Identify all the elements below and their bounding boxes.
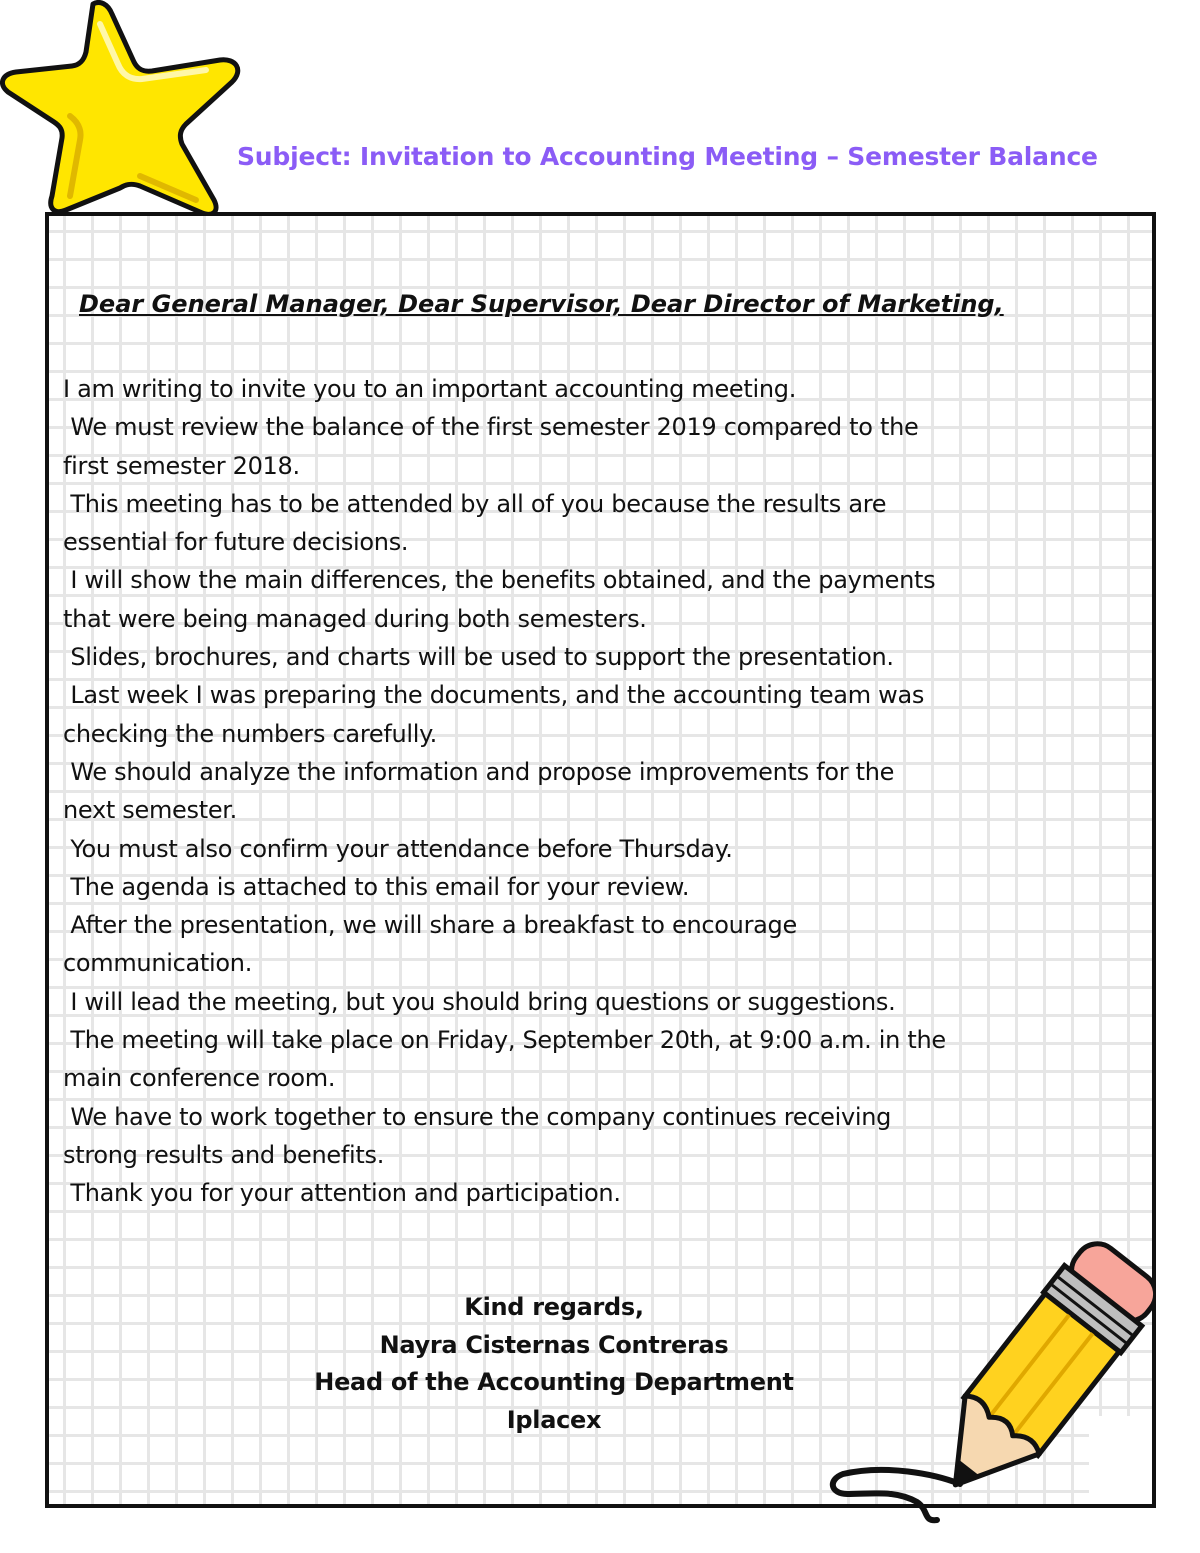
body-line: I am writing to invite you to an important accounting meeting.: [63, 375, 797, 403]
signer-name: Nayra Cisternas Contreras: [379, 1330, 729, 1359]
subject-line: Subject: Invitation to Accounting Meeting – Semester Balance: [237, 142, 1098, 171]
body-line: We have to work together to ensure the company continues receiving: [63, 1102, 892, 1131]
body-line: that were being managed during both semesters.: [63, 604, 647, 633]
greeting: Dear General Manager, Dear Supervisor, Dear Director of Marketing,: [79, 290, 1004, 318]
organization: Iplacex: [506, 1405, 602, 1434]
body-line: The agenda is attached to this email for your review.: [63, 872, 690, 901]
body-line: After the presentation, we will share a breakfast to encourage: [63, 911, 797, 940]
signature-block: [249, 1289, 859, 1439]
body-line: We should analyze the information and propose improvements for the: [63, 757, 895, 786]
letter-body: [63, 370, 1143, 1213]
body-line: I will show the main differences, the benefits obtained, and the payments: [63, 566, 936, 595]
body-line: Thank you for your attention and participation.: [63, 1179, 621, 1208]
body-line: This meeting has to be attended by all of you because the results are: [63, 489, 887, 518]
body-line: strong results and benefits.: [63, 1140, 385, 1169]
pencil-icon: [825, 1212, 1155, 1532]
body-line: I will lead the meeting, but you should bring questions or suggestions.: [63, 987, 896, 1016]
body-line: first semester 2018.: [63, 451, 300, 480]
body-line: checking the numbers carefully.: [63, 719, 437, 748]
signer-title: Head of the Accounting Department: [314, 1368, 794, 1396]
body-line: The meeting will take place on Friday, September 20th, at 9:00 a.m. in the: [63, 1026, 946, 1055]
star-icon: [0, 0, 245, 220]
body-line: Last week I was preparing the documents, and the accounting team was: [63, 681, 925, 710]
body-line: next semester.: [63, 796, 237, 825]
body-line: main conference room.: [63, 1064, 336, 1093]
body-line: essential for future decisions.: [63, 528, 409, 557]
closing: Kind regards,: [464, 1293, 644, 1321]
body-line: You must also confirm your attendance before Thursday.: [63, 834, 733, 863]
body-line: communication.: [63, 949, 253, 978]
body-line: Slides, brochures, and charts will be used to support the presentation.: [63, 643, 894, 672]
body-line: We must review the balance of the first semester 2019 compared to the: [63, 413, 919, 442]
